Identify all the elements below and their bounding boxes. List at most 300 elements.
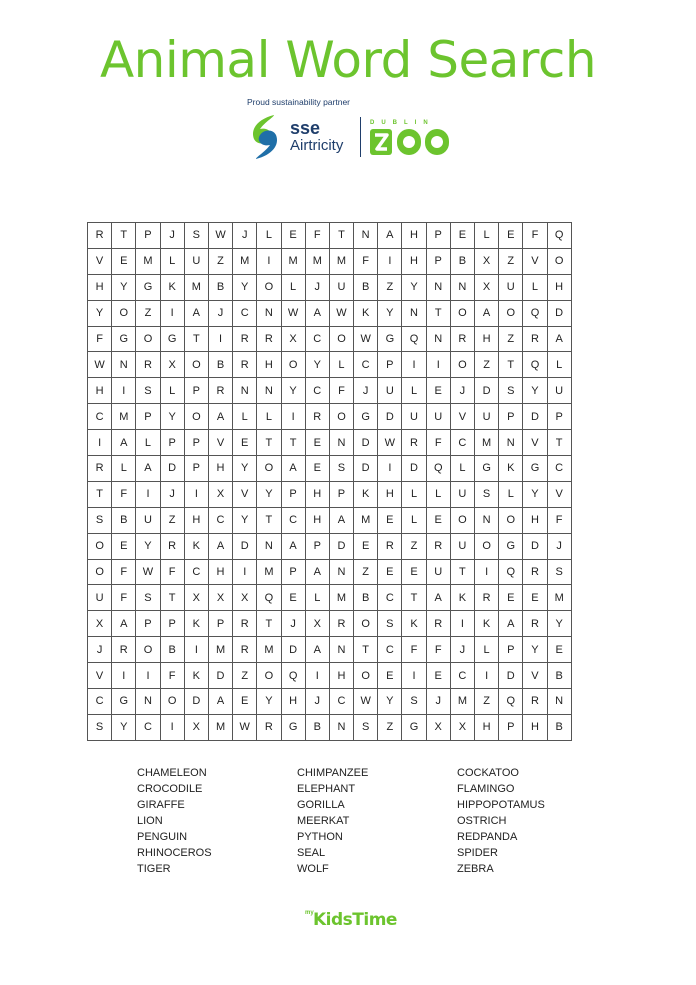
word-item: FLAMINGO [457,783,515,795]
word-column-1 [137,765,212,877]
grid-cell: C [378,637,402,663]
grid-cell: I [88,430,112,456]
grid-cell: M [329,248,353,274]
grid-cell: N [329,714,353,740]
grid-cell: M [450,689,474,715]
grid-cell: O [257,663,281,689]
grid-cell: I [305,663,329,689]
grid-cell: R [233,352,257,378]
grid-cell: F [523,223,547,249]
grid-cell: S [136,378,160,404]
grid-cell: E [281,223,305,249]
grid-cell: P [184,430,208,456]
grid-cell: O [450,352,474,378]
word-item: CHIMPANZEE [297,767,369,779]
grid-cell: R [426,533,450,559]
grid-cell: L [475,637,499,663]
grid-cell: K [160,274,184,300]
grid-cell: A [305,300,329,326]
word-item: HIPPOPOTAMUS [457,799,545,811]
grid-cell: E [233,430,257,456]
grid-cell: R [402,430,426,456]
grid-cell: V [208,430,232,456]
grid-cell: P [426,248,450,274]
grid-cell: F [305,223,329,249]
grid-cell: Y [88,300,112,326]
grid-cell: T [184,326,208,352]
word-column-3 [457,765,545,877]
grid-cell: J [88,637,112,663]
grid-cell: W [281,300,305,326]
grid-cell: L [305,585,329,611]
grid-cell: M [257,559,281,585]
grid-cell: K [475,611,499,637]
grid-cell: P [499,714,523,740]
grid-row [88,507,572,533]
grid-cell: W [354,326,378,352]
grid-cell: P [281,559,305,585]
grid-cell: Z [136,300,160,326]
grid-cell: D [499,663,523,689]
word-column-2 [297,765,368,877]
grid-cell: H [281,689,305,715]
grid-cell: P [160,611,184,637]
grid-cell: N [547,689,571,715]
grid-cell: P [208,611,232,637]
grid-cell: B [450,248,474,274]
grid-cell: R [160,533,184,559]
grid-cell: F [160,559,184,585]
grid-cell: I [136,663,160,689]
grid-cell: J [160,223,184,249]
grid-cell: H [523,507,547,533]
grid-cell: N [136,689,160,715]
grid-cell: T [160,585,184,611]
grid-cell: F [426,637,450,663]
grid-cell: D [233,533,257,559]
grid-cell: H [475,714,499,740]
grid-cell: A [208,533,232,559]
grid-cell: L [257,223,281,249]
grid-cell: G [475,456,499,482]
grid-cell: U [402,404,426,430]
grid-cell: L [160,378,184,404]
grid-cell: L [402,481,426,507]
grid-cell: B [305,714,329,740]
grid-cell: O [281,352,305,378]
grid-cell: V [233,481,257,507]
grid-row [88,248,572,274]
grid-cell: M [208,637,232,663]
grid-cell: G [523,456,547,482]
word-item: PYTHON [297,831,343,843]
grid-cell: X [426,714,450,740]
word-search-grid [87,222,572,741]
grid-cell: E [305,430,329,456]
grid-cell: M [305,248,329,274]
grid-cell: D [547,300,571,326]
grid-cell: O [257,456,281,482]
grid-cell: Y [402,274,426,300]
sse-swirl-icon [244,113,286,161]
grid-cell: T [329,223,353,249]
grid-cell: D [281,637,305,663]
grid-cell: Z [378,714,402,740]
grid-cell: Z [475,352,499,378]
grid-cell: L [523,274,547,300]
grid-cell: O [136,637,160,663]
grid-cell: O [354,611,378,637]
kidstime-logo [305,906,395,936]
grid-cell: C [305,326,329,352]
grid-cell: V [547,481,571,507]
grid-cell: N [329,430,353,456]
grid-cell: T [450,559,474,585]
grid-cell: Z [208,248,232,274]
word-item: OSTRICH [457,815,507,827]
grid-cell: Q [499,559,523,585]
grid-cell: L [112,456,136,482]
grid-cell: Y [136,533,160,559]
grid-cell: H [184,507,208,533]
grid-cell: E [499,585,523,611]
grid-cell: D [523,404,547,430]
word-item: GORILLA [297,799,345,811]
grid-cell: E [378,507,402,533]
grid-cell: N [450,274,474,300]
grid-cell: C [136,714,160,740]
grid-cell: I [112,663,136,689]
grid-cell: W [88,352,112,378]
grid-cell: J [426,689,450,715]
grid-cell: A [208,689,232,715]
grid-cell: C [378,585,402,611]
grid-cell: U [450,481,474,507]
grid-row [88,637,572,663]
grid-row [88,223,572,249]
grid-cell: D [523,533,547,559]
grid-cell: M [475,430,499,456]
grid-cell: Y [233,456,257,482]
grid-cell: R [475,585,499,611]
kidstime-prefix: my [305,910,314,916]
grid-cell: O [88,559,112,585]
grid-cell: R [112,637,136,663]
grid-cell: I [426,352,450,378]
grid-cell: H [305,507,329,533]
grid-cell: E [499,223,523,249]
grid-cell: S [329,456,353,482]
grid-cell: E [426,378,450,404]
grid-cell: K [184,663,208,689]
grid-cell: C [547,456,571,482]
grid-cell: C [354,352,378,378]
grid-cell: H [475,326,499,352]
grid-cell: Q [547,223,571,249]
grid-cell: N [233,378,257,404]
grid-cell: H [329,663,353,689]
grid-cell: X [208,585,232,611]
grid-cell: Y [233,274,257,300]
grid-cell: H [305,481,329,507]
grid-cell: Y [523,378,547,404]
grid-cell: O [329,404,353,430]
grid-cell: P [329,481,353,507]
grid-cell: F [402,637,426,663]
grid-cell: S [88,507,112,533]
grid-cell: X [475,274,499,300]
grid-cell: R [426,611,450,637]
grid-cell: P [136,223,160,249]
grid-cell: I [112,378,136,404]
grid-cell: L [475,223,499,249]
grid-cell: J [450,637,474,663]
grid-cell: Q [426,456,450,482]
grid-cell: J [233,223,257,249]
grid-cell: R [329,611,353,637]
grid-cell: L [233,404,257,430]
grid-cell: O [475,533,499,559]
grid-cell: F [426,430,450,456]
grid-cell: U [378,378,402,404]
grid-cell: B [547,714,571,740]
grid-cell: O [450,507,474,533]
grid-cell: X [184,585,208,611]
grid-cell: G [402,714,426,740]
grid-cell: F [547,507,571,533]
grid-cell: T [499,352,523,378]
grid-cell: N [426,274,450,300]
word-item: CHAMELEON [137,767,207,779]
grid-cell: X [305,611,329,637]
grid-cell: X [208,481,232,507]
grid-cell: V [88,663,112,689]
kidstime-brand: KidsTime [313,910,397,930]
grid-cell: R [88,456,112,482]
grid-cell: J [208,300,232,326]
grid-cell: X [160,352,184,378]
grid-cell: L [547,352,571,378]
grid-cell: T [354,637,378,663]
grid-cell: R [378,533,402,559]
grid-cell: L [281,274,305,300]
grid-cell: F [112,481,136,507]
grid-cell: Z [378,274,402,300]
grid-cell: A [281,456,305,482]
grid-row [88,481,572,507]
grid-cell: U [547,378,571,404]
grid-cell: S [475,481,499,507]
grid-cell: D [329,533,353,559]
grid-cell: E [233,689,257,715]
grid-cell: W [136,559,160,585]
grid-cell: H [402,248,426,274]
grid-cell: C [88,404,112,430]
grid-cell: M [208,714,232,740]
grid-cell: E [112,248,136,274]
grid-cell: V [523,430,547,456]
grid-row [88,300,572,326]
page-title: Animal Word Search [99,31,597,89]
grid-cell: P [184,456,208,482]
grid-cell: N [499,430,523,456]
grid-cell: I [450,611,474,637]
grid-cell: Q [402,326,426,352]
grid-cell: P [499,404,523,430]
grid-cell: O [136,326,160,352]
grid-cell: R [233,637,257,663]
grid-cell: Y [257,481,281,507]
grid-cell: G [281,714,305,740]
word-item: ZEBRA [457,863,494,875]
grid-cell: S [354,714,378,740]
grid-cell: J [281,611,305,637]
grid-cell: F [329,378,353,404]
grid-cell: A [281,533,305,559]
partner-caption: Proud sustainability partner [247,97,351,107]
grid-cell: H [208,456,232,482]
grid-cell: N [426,326,450,352]
grid-cell: K [354,300,378,326]
grid-cell: R [450,326,474,352]
grid-cell: B [354,274,378,300]
grid-cell: M [281,248,305,274]
grid-cell: M [329,585,353,611]
grid-cell: Y [112,714,136,740]
grid-cell: S [88,714,112,740]
word-item: MEERKAT [297,815,350,827]
grid-cell: T [281,430,305,456]
grid-cell: B [112,507,136,533]
grid-cell: E [547,637,571,663]
grid-cell: Y [112,274,136,300]
grid-cell: R [523,689,547,715]
grid-cell: Y [523,637,547,663]
grid-cell: N [257,533,281,559]
grid-cell: G [112,689,136,715]
grid-cell: A [112,611,136,637]
grid-cell: R [233,611,257,637]
grid-cell: I [184,637,208,663]
grid-cell: A [112,430,136,456]
grid-cell: J [160,481,184,507]
grid-cell: Y [378,689,402,715]
grid-cell: P [160,430,184,456]
grid-cell: T [112,223,136,249]
grid-cell: O [257,274,281,300]
grid-cell: R [257,714,281,740]
grid-cell: U [184,248,208,274]
grid-cell: P [499,637,523,663]
dublin-zoo-logo [368,127,452,157]
grid-cell: C [208,507,232,533]
grid-cell: I [160,300,184,326]
word-item: PENGUIN [137,831,188,843]
grid-cell: I [402,352,426,378]
grid-cell: K [499,456,523,482]
grid-cell: V [523,663,547,689]
grid-cell: R [257,326,281,352]
grid-cell: B [160,637,184,663]
grid-cell: K [354,481,378,507]
grid-cell: T [402,585,426,611]
grid-cell: P [136,404,160,430]
grid-row [88,430,572,456]
grid-cell: H [378,481,402,507]
grid-cell: D [475,378,499,404]
grid-cell: H [208,559,232,585]
grid-row [88,559,572,585]
grid-cell: X [184,714,208,740]
grid-cell: V [88,248,112,274]
grid-cell: N [329,637,353,663]
grid-cell: J [305,689,329,715]
grid-cell: C [450,663,474,689]
grid-cell: I [281,404,305,430]
grid-cell: M [112,404,136,430]
grid-cell: N [354,223,378,249]
grid-cell: B [547,663,571,689]
grid-cell: Y [281,378,305,404]
grid-cell: C [281,507,305,533]
grid-cell: E [281,585,305,611]
grid-cell: F [354,248,378,274]
grid-cell: Z [499,326,523,352]
grid-cell: H [88,274,112,300]
grid-cell: N [112,352,136,378]
grid-cell: A [499,611,523,637]
grid-cell: A [378,223,402,249]
grid-cell: S [136,585,160,611]
grid-cell: B [208,352,232,378]
grid-row [88,585,572,611]
grid-cell: Q [523,300,547,326]
grid-cell: D [354,430,378,456]
grid-cell: U [426,404,450,430]
grid-cell: I [184,481,208,507]
grid-cell: H [257,352,281,378]
grid-cell: O [184,352,208,378]
grid-cell: U [450,533,474,559]
grid-cell: O [499,507,523,533]
grid-cell: I [233,559,257,585]
grid-cell: X [281,326,305,352]
word-item: WOLF [297,863,329,875]
grid-cell: B [208,274,232,300]
grid-cell: P [136,611,160,637]
grid-cell: M [354,507,378,533]
grid-row [88,326,572,352]
grid-cell: O [499,300,523,326]
grid-cell: E [305,456,329,482]
grid-cell: L [257,404,281,430]
grid-cell: R [88,223,112,249]
grid-cell: I [475,559,499,585]
word-item: RHINOCEROS [137,847,212,859]
grid-cell: E [112,533,136,559]
grid-cell: J [450,378,474,404]
grid-row [88,689,572,715]
grid-cell: C [184,559,208,585]
grid-cell: O [547,248,571,274]
grid-cell: L [329,352,353,378]
grid-cell: O [184,404,208,430]
grid-cell: I [378,456,402,482]
grid-cell: C [329,689,353,715]
grid-cell: X [450,714,474,740]
grid-cell: A [184,300,208,326]
grid-cell: R [523,559,547,585]
